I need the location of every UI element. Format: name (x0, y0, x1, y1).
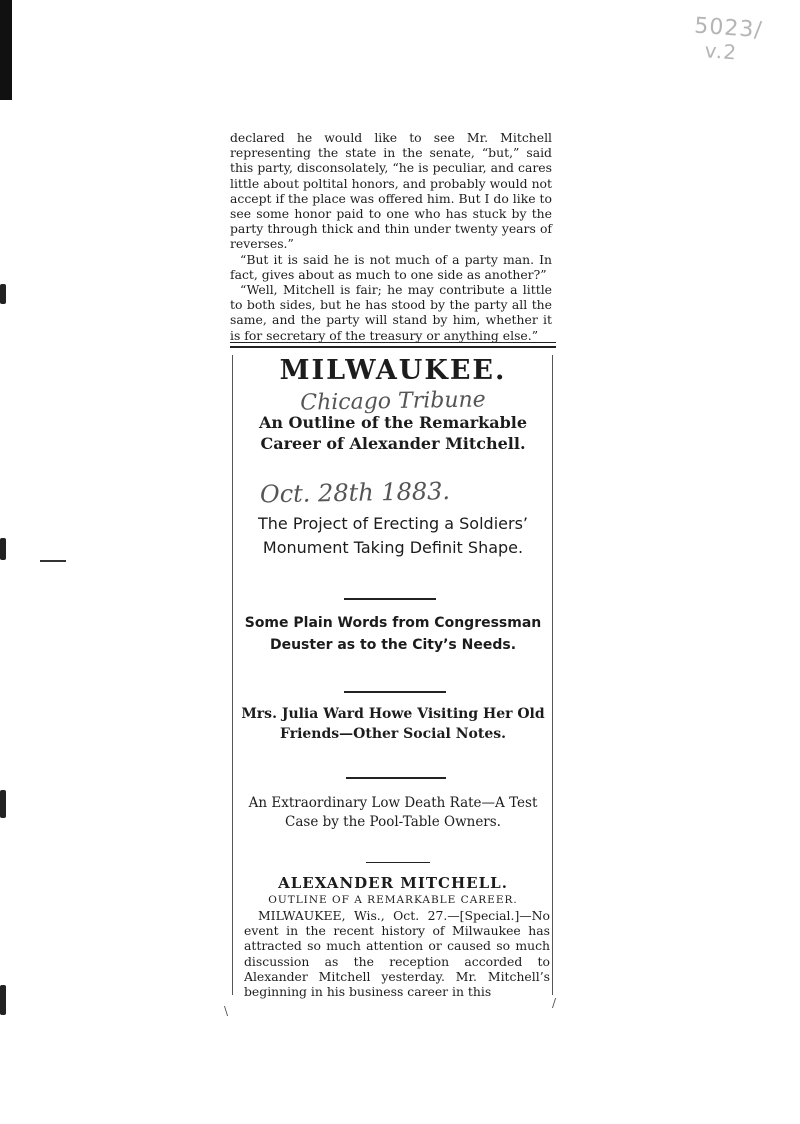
previous-article-excerpt (230, 130, 552, 343)
clipping-border-left (232, 355, 233, 995)
section-title: ALEXANDER MITCHELL. (278, 874, 508, 892)
scan-edge-shadow (0, 0, 12, 100)
headline-congressman-deuster: Some Plain Words from Congressman Deuster as to the City’s Needs. (244, 615, 542, 653)
headline-divider (344, 691, 446, 693)
headline-death-rate: An Extraordinary Low Death Rate—A Test Case by the Pool-Table Owners. (248, 795, 538, 830)
double-rule-divider (230, 342, 556, 348)
corner-tick-mark: \ (224, 1004, 229, 1018)
headline-divider (344, 598, 436, 600)
pencil-annotation (611, 9, 764, 66)
binding-hole-mark (0, 538, 6, 560)
section-divider (366, 862, 430, 863)
binding-hole-mark (0, 985, 6, 1015)
stray-ink-mark (40, 560, 66, 562)
clipping-border-right (552, 355, 553, 995)
excerpt-paragraph: “But it is said he is not much of a party man. In fact, gives about as much to one side as another?” (230, 251, 552, 282)
pencil-annotation-line2: v.2 (703, 38, 738, 65)
pencil-annotation-line1: 5023/ (693, 13, 764, 44)
headline-divider (346, 777, 446, 779)
headline-soldiers-monument: The Project of Erecting a Soldiers’ Monument Taking Definit Shape. (258, 514, 528, 557)
excerpt-paragraph: declared he would like to see Mr. Mitchell representing the state in the senate, “but,” said this party, disconsolately, “he is peculiar, and cares little about poltital honors, and probably would not accept if the place was offered him. But I do like to see some honor paid to one who has stuck by the party through thick and thin under twenty years of reverses.” (230, 130, 552, 252)
headline-julia-ward-howe: Mrs. Julia Ward Howe Visiting Her Old Friends—Other Social Notes. (241, 706, 545, 742)
article-body: MILWAUKEE, Wis., Oct. 27.—[Special.]—No event in the recent history of Milwaukee has attracted so much attention or caused so much discussion as the reception accorded to Alexander Mitchell yesterday. Mr. Mitchell’s beginning in his business career in this (244, 908, 550, 1000)
handwritten-date: Oct. 28th 1883. (259, 477, 451, 509)
handwritten-source: Chicago Tribune (300, 387, 486, 416)
article-header (236, 354, 550, 416)
binding-hole-mark (0, 790, 6, 818)
corner-tick-mark: / (552, 996, 557, 1010)
headline-career-outline: An Outline of the Remarkable Career of Alexander Mitchell. (258, 413, 528, 453)
masthead-title: MILWAUKEE. (279, 355, 507, 386)
section-subtitle: OUTLINE OF A REMARKABLE CAREER. (268, 894, 518, 906)
excerpt-paragraph: “Well, Mitchell is fair; he may contribute a little to both sides, but he has stood by the party all the same, and the party will stand by him, whether it is for secretary of the treasury or anything else.” (230, 282, 552, 343)
binding-hole-mark (0, 284, 6, 304)
